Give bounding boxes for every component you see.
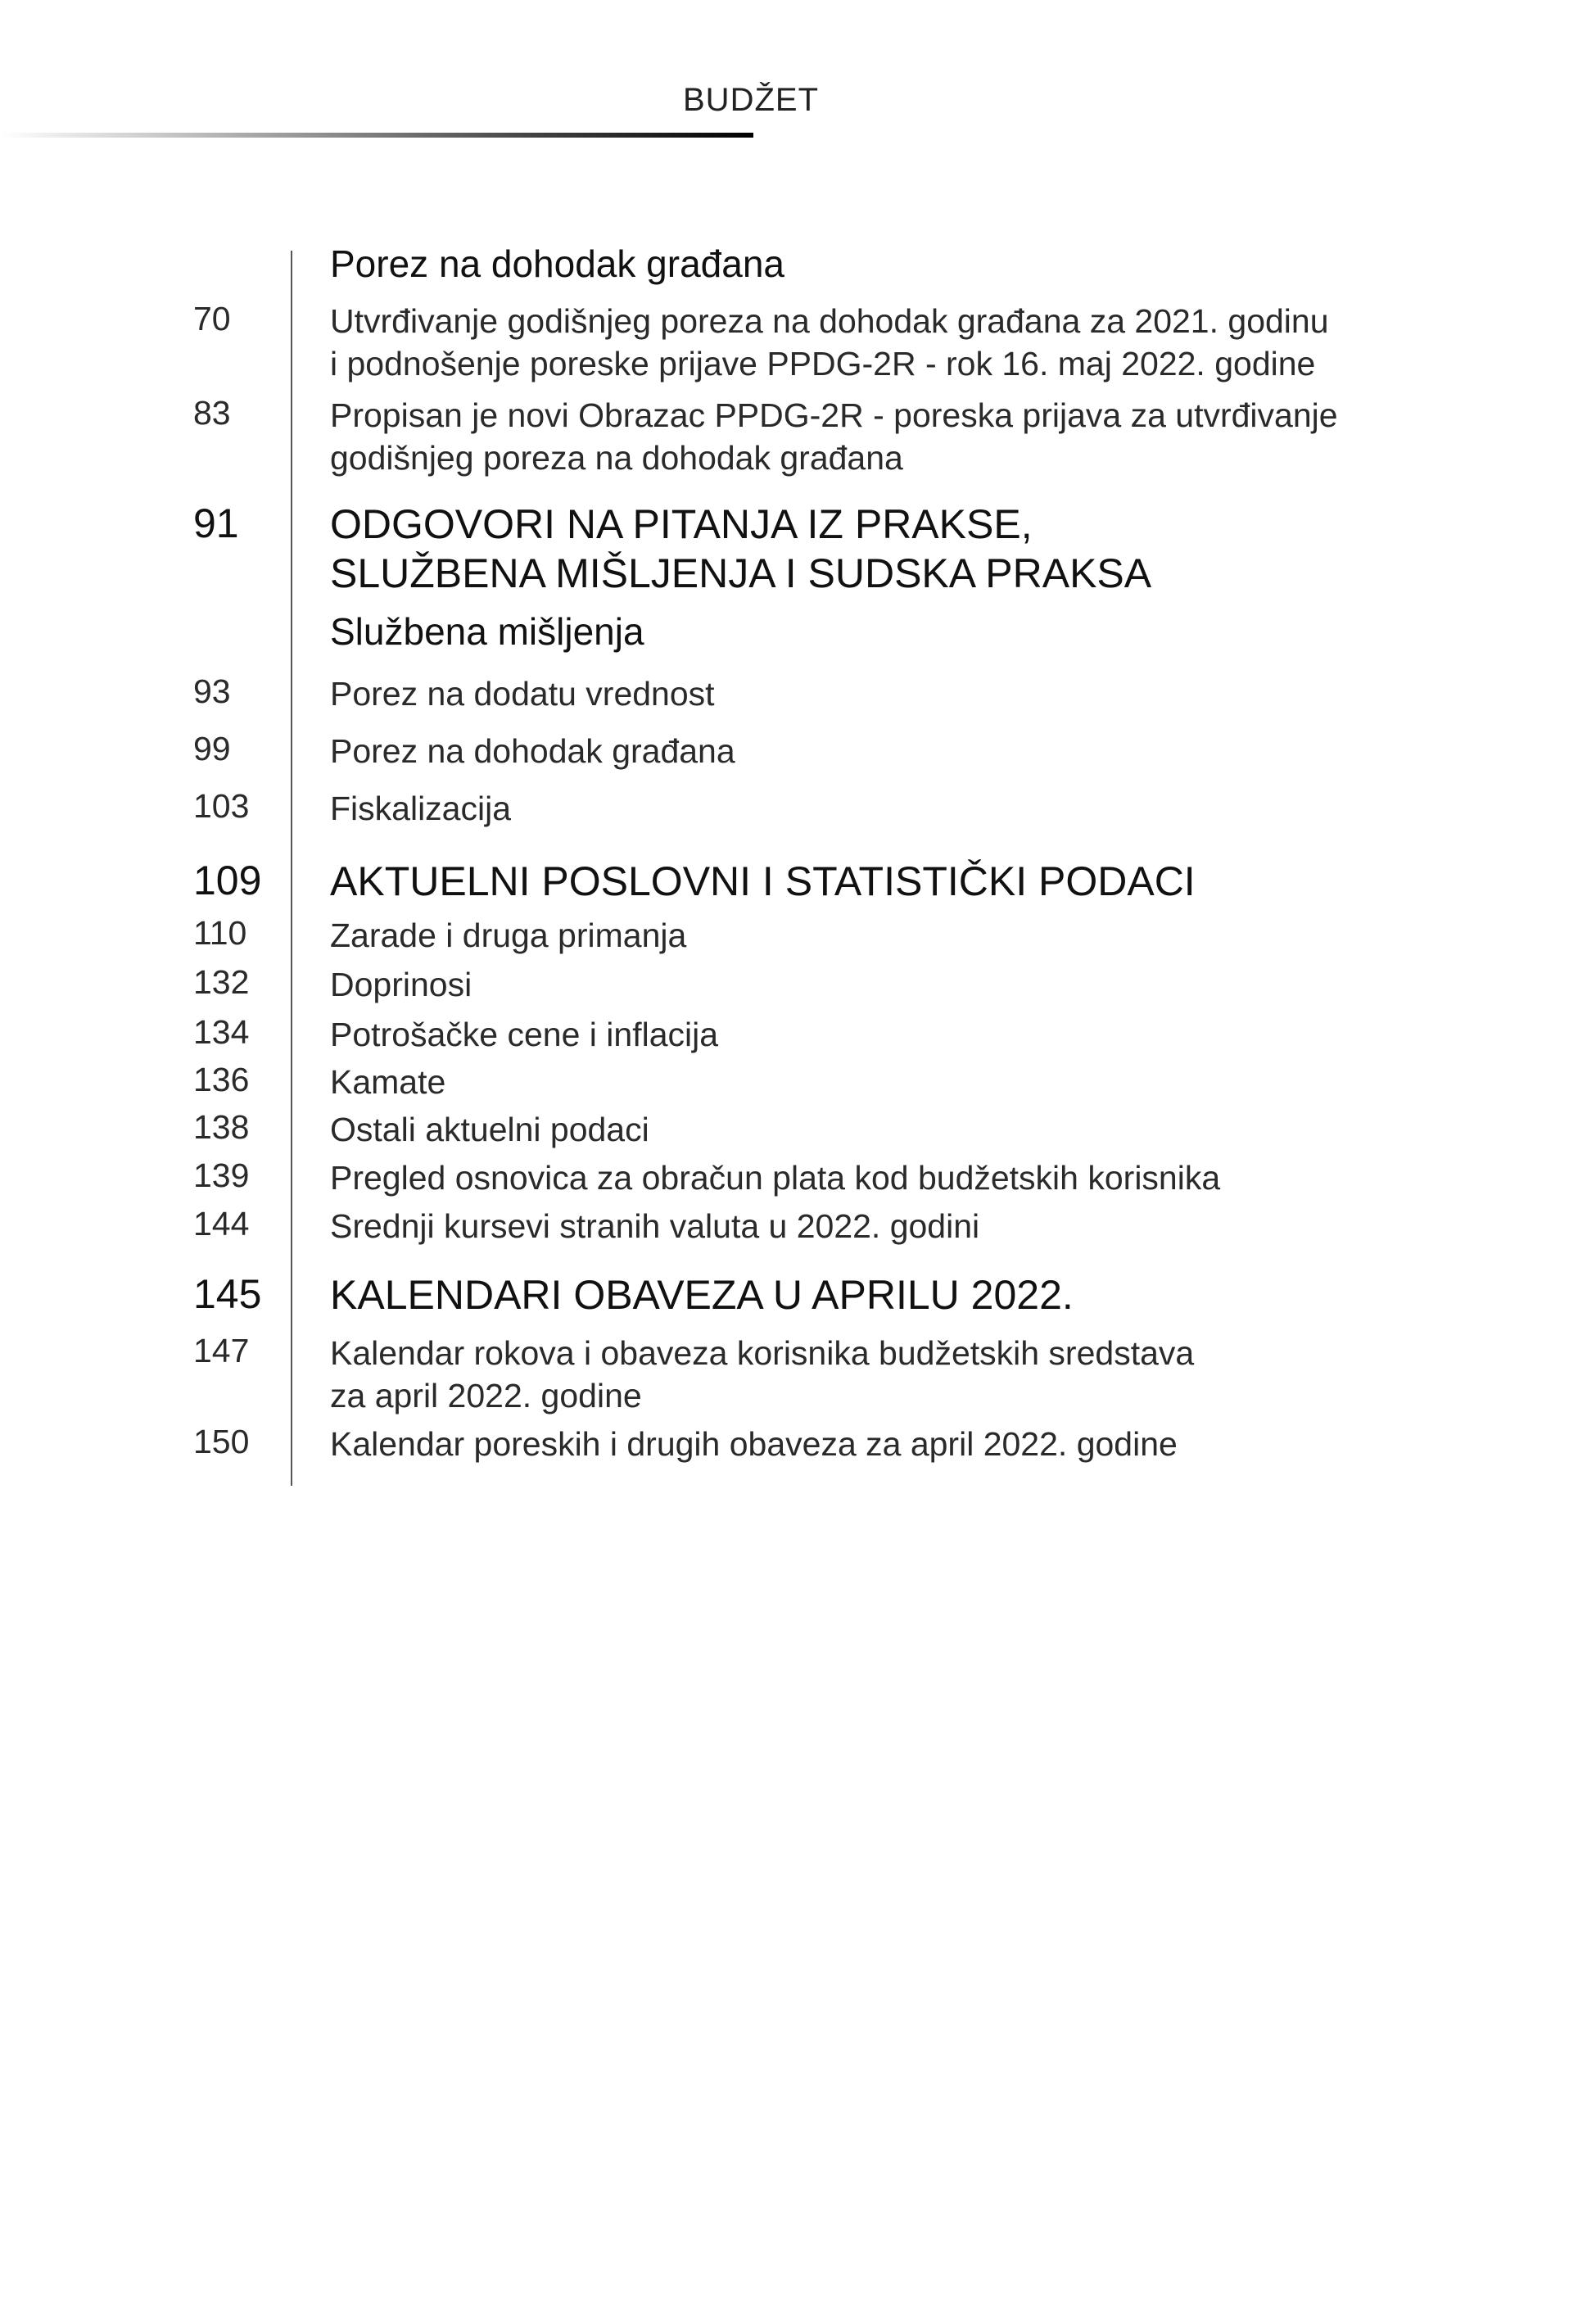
toc-entry-title: Ostali aktuelni podaci — [330, 1111, 649, 1148]
toc-section-page-number: 109 — [193, 858, 262, 903]
toc-page-number: 132 — [193, 963, 250, 1001]
toc-section-page-number: 91 — [193, 500, 239, 546]
toc-entry-title: Srednji kursevi stranih valuta u 2022. godini — [330, 1207, 980, 1245]
toc-page-number: 70 — [193, 300, 231, 337]
toc-section-title: KALENDARI OBAVEZA U APRILU 2022. — [330, 1272, 1074, 1318]
toc-entry-title: Propisan je novi Obrazac PPDG-2R - poreska prijava za utvrđivanje godišnjeg poreza na dohodak građana — [330, 396, 1338, 477]
toc-page-number: 139 — [193, 1156, 250, 1194]
toc-entry-title: Doprinosi — [330, 966, 472, 1003]
toc-subheading-title: Službena mišljenja — [330, 610, 644, 653]
toc-page-number: 83 — [193, 394, 231, 432]
toc-section-title: ODGOVORI NA PITANJA IZ PRAKSE, SLUŽBENA MIŠLJENJA I SUDSKA PRAKSA — [330, 501, 1152, 596]
toc-page-number: 138 — [193, 1108, 250, 1146]
toc-entry-title: Kamate — [330, 1063, 446, 1101]
toc-subheading-title: Porez na dohodak građana — [330, 242, 784, 285]
toc-page-number: 110 — [193, 914, 247, 952]
toc-divider-line — [291, 251, 292, 1486]
toc-entry-title: Potrošačke cene i inflacija — [330, 1016, 719, 1053]
running-header-title: BUDŽET — [683, 82, 819, 118]
toc-entry-title: Utvrđivanje godišnjeg poreza na dohodak građana za 2021. godinu i podnošenje poreske prijave PPDG-2R - rok 16. maj 2022. godine — [330, 302, 1329, 382]
toc-section-page-number: 145 — [193, 1271, 262, 1317]
toc-page-number: 136 — [193, 1061, 250, 1098]
toc-entry-title: Kalendar poreskih i drugih obaveza za april 2022. godine — [330, 1425, 1178, 1463]
toc-entry-title: Fiskalizacija — [330, 790, 511, 827]
toc-page-number: 147 — [193, 1332, 250, 1369]
toc-entry-title: Pregled osnovica za obračun plata kod budžetskih korisnika — [330, 1159, 1221, 1197]
toc-section-title: AKTUELNI POSLOVNI I STATISTIČKI PODACI — [330, 858, 1196, 904]
toc-entry-title: Porez na dohodak građana — [330, 732, 735, 770]
header-rule — [0, 133, 753, 138]
toc-entry-title: Kalendar rokova i obaveza korisnika budžetskih sredstava za april 2022. godine — [330, 1334, 1195, 1414]
toc-entry-title: Zarade i druga primanja — [330, 917, 687, 954]
toc-page-number: 103 — [193, 787, 250, 825]
toc-page-number: 99 — [193, 730, 231, 767]
toc-page-number: 150 — [193, 1423, 250, 1460]
toc-entry-title: Porez na dodatu vrednost — [330, 675, 715, 713]
toc-page-number: 93 — [193, 672, 231, 710]
toc-page-number: 144 — [193, 1205, 250, 1242]
toc-page-number: 134 — [193, 1013, 250, 1051]
